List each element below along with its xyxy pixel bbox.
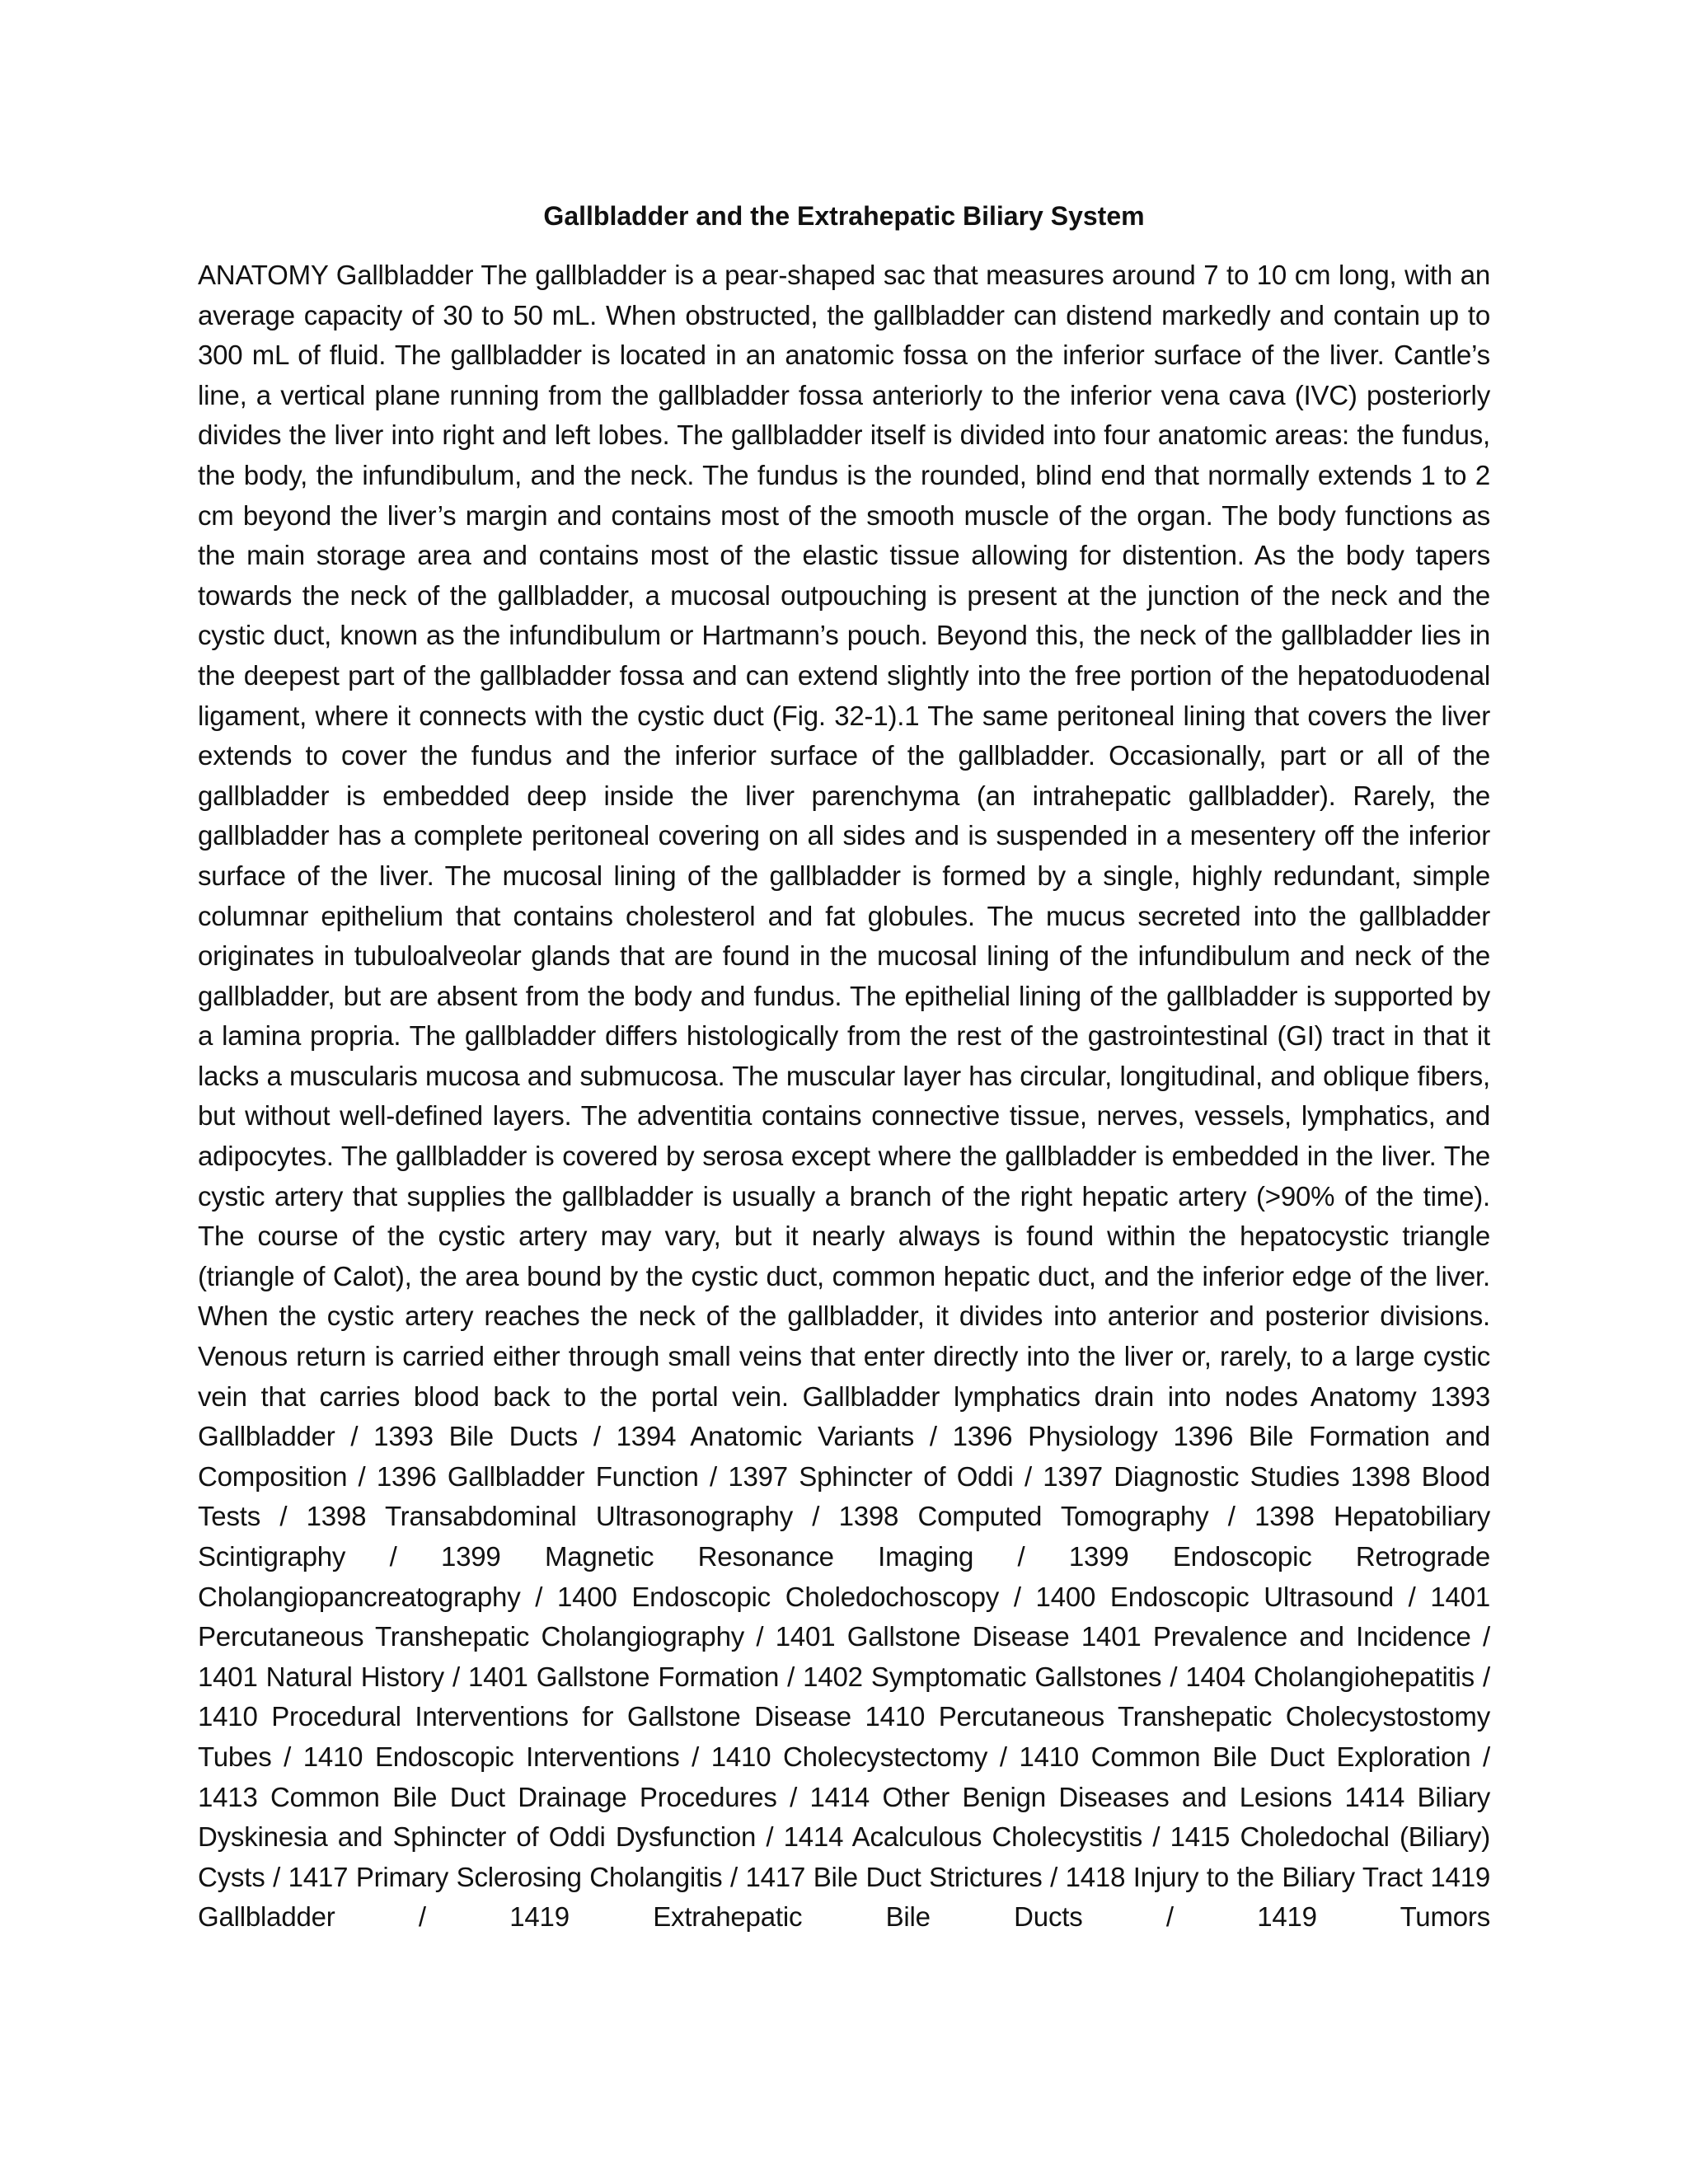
body-paragraph: ANATOMY Gallbladder The gallbladder is a pear-shaped sac that measures around 7 to 10 cm long, with an average capacity of 30 to 50 mL. When obstructed, the gallbladder can distend markedly and contain up to 300 mL of fluid. The gallbladder is located in an anatomic fossa on the inferior surface of the liver. Cantle’s line, a vertical plane running from the gallbladder fossa anteriorly to the inferior vena cava (IVC) posteriorly divides the liver into right and left lobes. The gallbladder itself is divided into four anatomic areas: the fundus, the body, the infundibulum, and the neck. The fundus is the rounded, blind end that normally extends 1 to 2 cm beyond the liver’s margin and contains most of the smooth muscle of the organ. The body functions as the main storage area and contains most of the elastic tissue allowing for distention. As the body tapers towards the neck of the gallbladder, a mucosal outpouching is present at the junction of the neck and the cystic duct, known as the infundibulum or Hartmann’s pouch. Beyond this, the neck of the gallbladder lies in the deepest part of the gallbladder fossa and can extend slightly into the free portion of the hepatoduodenal ligament, where it connects with the cystic duct (Fig. 32-1).1 The same peritoneal lining that covers the liver extends to cover the fundus and the inferior surface of the gallbladder. Occasionally, part or all of the gallbladder is embedded deep inside the liver parenchyma (an intrahepatic gallbladder). Rarely, the gallbladder has a complete peritoneal covering on all sides and is suspended in a mesentery off the inferior surface of the liver. The mucosal lining of the gallbladder is formed by a single, highly redundant, simple columnar epithelium that contains cholesterol and fat globules. The mucus secreted into the gallbladder originates in tubuloalveolar glands that are found in the mucosal lining of the infundibulum and neck of the gallbladder, but are absent from the body and fundus. The epithelial lining of the gallbladder is supported by a lamina propria. The gallbladder differs histologically from the rest of the gastrointestinal (GI) tract in that it lacks a muscularis mucosa and submucosa. The muscular layer has circular, longitudinal, and oblique fibers, but without well-defined layers. The adventitia contains connective tissue, nerves, vessels, lymphatics, and adipocytes. The gallbladder is covered by serosa except where the gallbladder is embedded in the liver. The cystic artery that supplies the gallbladder is usually a branch of the right hepatic artery (>90% of the time). The course of the cystic artery may vary, but it nearly always is found within the hepatocystic triangle (triangle of Calot), the area bound by the cystic duct, common hepatic duct, and the inferior edge of the liver. When the cystic artery reaches the neck of the gallbladder, it divides into anterior and posterior divisions. Venous return is carried either through small veins that enter directly into the liver or, rarely, to a large cystic vein that carries blood back to the portal vein. Gallbladder lymphatics drain into nodes Anatomy 1393 Gallbladder / 1393 Bile Ducts / 1394 Anatomic Variants / 1396 Physiology 1396 Bile Formation and Composition / 1396 Gallbladder Function / 1397 Sphincter of Oddi / 1397 Diagnostic Studies 1398 Blood Tests / 1398 Transabdominal Ultrasonography / 1398 Computed Tomography / 1398 Hepatobiliary Scintigraphy / 1399 Magnetic Resonance Imaging / 1399 Endoscopic Retrograde Cholangiopancreatography / 1400 Endoscopic Choledochoscopy / 1400 Endoscopic Ultrasound / 1401 Percutaneous Transhepatic Cholangiography / 1401 Gallstone Disease 1401 Prevalence and Incidence / 1401 Natural History / 1401 Gallstone Formation / 1402 Symptomatic Gallstones / 1404 Cholangiohepatitis / 1410 Procedural Interventions for Gallstone Disease 1410 Percutaneous Transhepatic Cholecystostomy Tubes / 1410 Endoscopic Interventions / 1410 Cholecystectomy / 1410 Common Bile Duct Exploration / 1413 Common Bile Duct Drainage Procedures / 1414 Other Benign Diseases and Lesions 1414 Biliary Dyskinesia and Sphincter of Oddi Dysfunction / 1414 Acalculous Cholecystitis / 1415 Choledochal (Biliary) Cysts / 1417 Primary Sclerosing Cholangitis / 1417 Bile Duct Strictures / 1418 Injury to the Biliary Tract 1419 Gallbladder / 1419 Extrahepatic Bile Ducts / 1419 Tumors [198, 260, 1490, 1933]
page-title: Gallbladder and the Extrahepatic Biliary System [543, 201, 1145, 231]
